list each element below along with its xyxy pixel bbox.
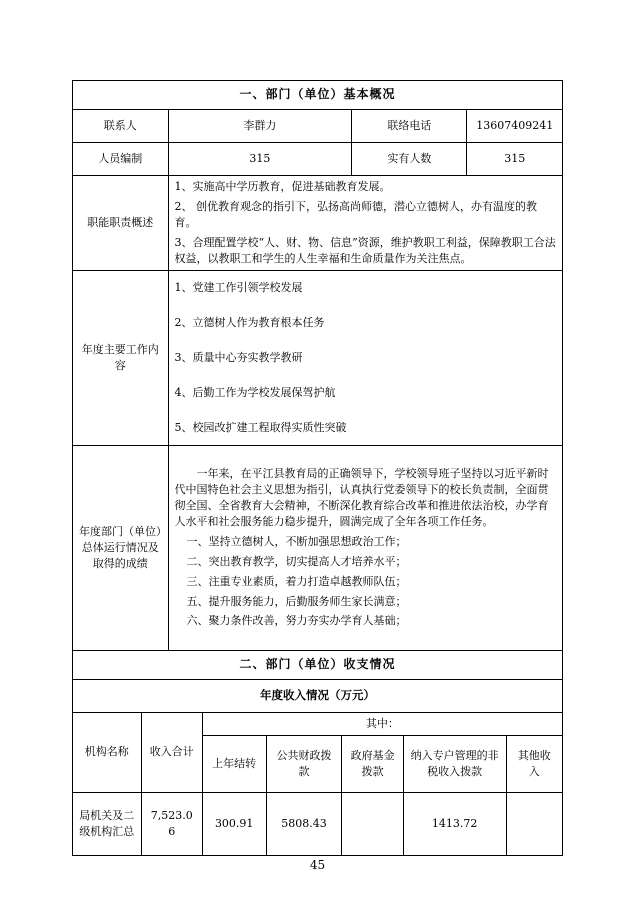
contact-row — [73, 110, 563, 143]
phone-label: 联络电话 — [352, 110, 467, 143]
actual-staff-label: 实有人数 — [352, 143, 467, 176]
annual-work-row — [73, 270, 563, 445]
org-name-cell: 局机关及二级机构汇总 — [73, 792, 142, 855]
basic-overview-table — [72, 80, 563, 651]
page-number: 45 — [309, 858, 326, 872]
non-tax-cell: 1413.72 — [403, 792, 506, 855]
among-header: 其中： — [202, 712, 562, 735]
public-finance-header: 公共财政拨款 — [266, 735, 342, 792]
carryover-header: 上年结转 — [202, 735, 266, 792]
performance-content — [168, 445, 562, 650]
duties-content — [168, 176, 562, 271]
performance-label: 年度部门（单位）总体运行情况及取得的成绩 — [73, 445, 169, 650]
duties-item: 3、合理配置学校“人、财、物、信息”资源，维护教职工利益，保障教职工合法权益，以教职工和学生的人生幸福和生命质量作为关注焦点。 — [174, 235, 556, 265]
income-header-row-1 — [73, 712, 563, 735]
duties-item: 2、 创优教育观念的指引下，弘扬高尚师德，潜心立德树人，办有温度的教育。 — [174, 199, 538, 229]
section2-title-row — [73, 650, 563, 679]
income-title-row — [73, 679, 563, 712]
duties-row — [73, 176, 563, 271]
performance-item: 六、聚力条件改善，努力夯实办学育人基础； — [186, 614, 407, 628]
performance-item: 一、坚持立德树人，不断加强思想政治工作； — [186, 534, 407, 548]
performance-item: 二、突出教育教学，切实提高人才培养水平； — [186, 554, 407, 568]
other-income-header: 其他收入 — [506, 735, 562, 792]
actual-staff-value: 315 — [467, 143, 563, 176]
income-title: 年度收入情况（万元） — [73, 679, 563, 712]
gov-fund-header: 政府基金拨款 — [342, 735, 403, 792]
staffing-value: 315 — [168, 143, 352, 176]
section1-title-row — [73, 81, 563, 110]
phone-value: 13607409241 — [467, 110, 563, 143]
work-item: 2、立德树人作为教育根本任务 — [174, 315, 325, 329]
income-table — [72, 650, 563, 856]
work-item: 1、党建工作引领学校发展 — [174, 280, 303, 294]
carryover-cell: 300.91 — [202, 792, 266, 855]
staffing-row — [73, 143, 563, 176]
section2-title: 二、部门（单位）收支情况 — [73, 650, 563, 679]
org-name-header: 机构名称 — [73, 712, 142, 792]
report-table-area — [72, 80, 563, 856]
work-item: 3、质量中心夯实教学教研 — [174, 350, 303, 364]
performance-row — [73, 445, 563, 650]
income-total-cell: 7,523.06 — [141, 792, 202, 855]
non-tax-header: 纳入专户管理的非税收入拨款 — [403, 735, 506, 792]
performance-item: 三、注重专业素质，着力打造卓越教师队伍； — [186, 574, 407, 588]
duties-item: 1、实施高中学历教育，促进基础教育发展。 — [174, 180, 391, 193]
contact-label: 联系人 — [73, 110, 169, 143]
work-item: 4、后勤工作为学校发展保驾护航 — [174, 385, 336, 399]
staffing-label: 人员编制 — [73, 143, 169, 176]
duties-label: 职能职责概述 — [73, 176, 169, 271]
annual-work-content — [168, 270, 562, 445]
public-finance-cell: 5808.43 — [266, 792, 342, 855]
income-total-header: 收入合计 — [141, 712, 202, 792]
performance-item: 五、提升服务能力，后勤服务师生家长满意； — [186, 594, 407, 608]
contact-value: 李群力 — [168, 110, 352, 143]
other-income-cell — [506, 792, 562, 855]
gov-fund-cell — [342, 792, 403, 855]
annual-work-label: 年度主要工作内容 — [73, 270, 169, 445]
income-data-row — [73, 792, 563, 855]
performance-intro: 一年来，在平江县教育局的正确领导下，学校领导班子坚持以习近平新时代中国特色社会主义思想为指引，认真执行党委领导下的校长负责制，全面贯彻全国、全省教育大会精神，不断深化教育综合改革和推进依法治校，办学育人水平和社会服务能力稳步提升，圆满完成了全年各项工作任务。 — [174, 466, 549, 528]
work-item: 5、校园改扩建工程取得实质性突破 — [174, 420, 347, 434]
section1-title: 一、部门（单位）基本概况 — [73, 81, 563, 110]
